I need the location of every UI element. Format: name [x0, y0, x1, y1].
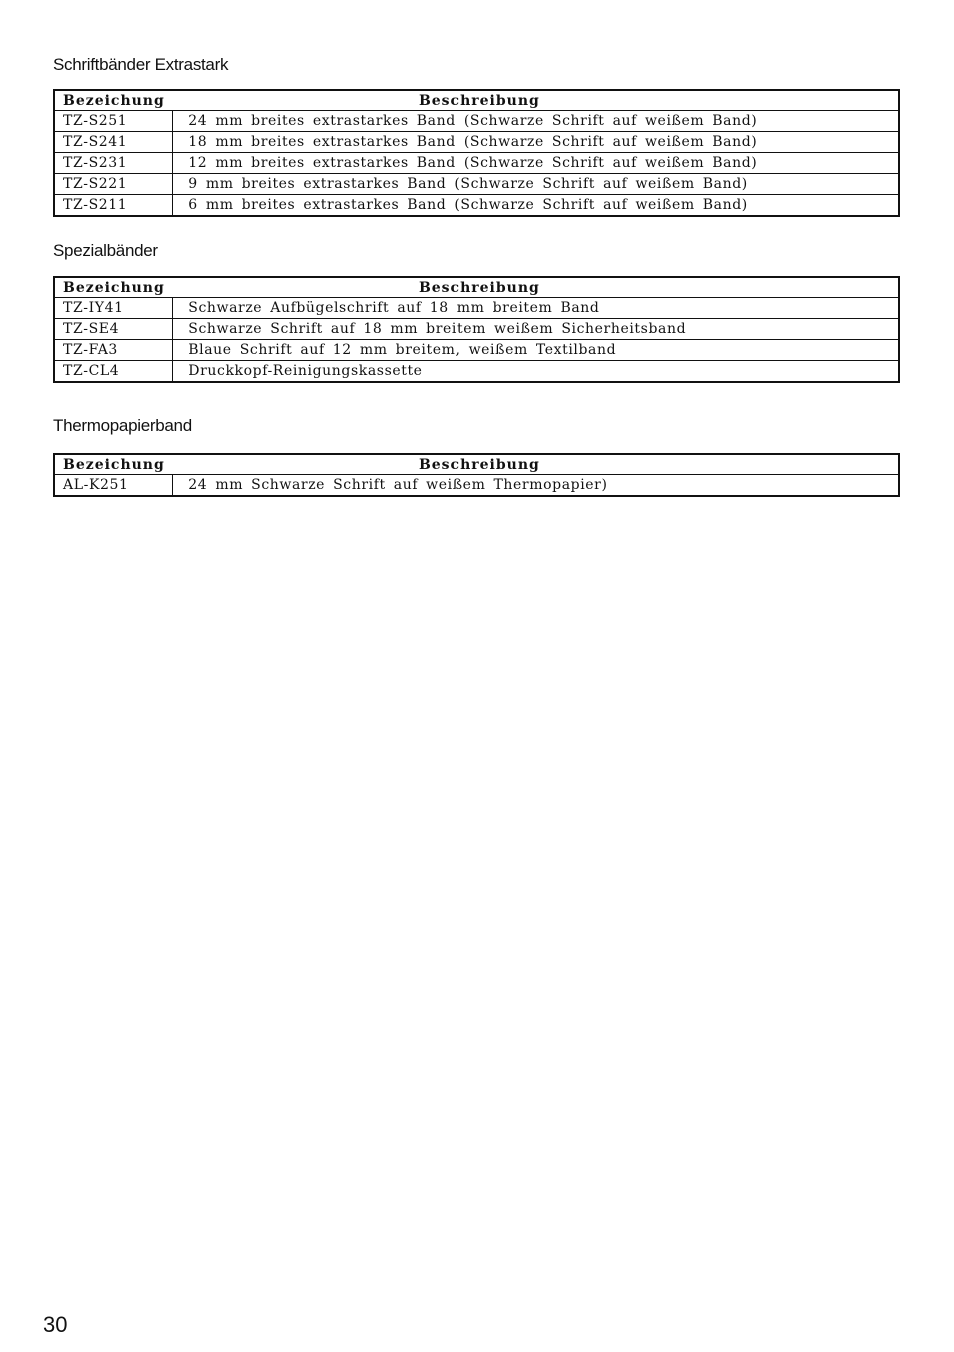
page-number: 30 — [43, 1312, 68, 1337]
cell-description: Schwarze Schrift auf 18 mm breitem weißem Sicherheitsband — [173, 319, 899, 340]
cell-description: 18 mm breites extrastarkes Band (Schwarze Schrift auf weißem Band) — [173, 132, 899, 153]
cell-description: 24 mm Schwarze Schrift auf weißem Thermopapier) — [173, 475, 899, 497]
cell-code: TZ-S241 — [54, 132, 173, 153]
table-row — [54, 319, 899, 340]
cell-code: TZ-IY41 — [54, 298, 173, 319]
cell-description: 6 mm breites extrastarkes Band (Schwarze Schrift auf weißem Band) — [173, 195, 899, 217]
table-header-row — [54, 277, 899, 298]
table-row — [54, 298, 899, 319]
table-row — [54, 475, 899, 497]
table-extrastark — [53, 89, 900, 217]
table-row — [54, 195, 899, 217]
cell-code: TZ-S231 — [54, 153, 173, 174]
cell-code: TZ-S221 — [54, 174, 173, 195]
header-code: Bezeichung — [63, 92, 165, 109]
cell-description: 24 mm breites extrastarkes Band (Schwarze Schrift auf weißem Band) — [173, 111, 899, 132]
cell-description: Schwarze Aufbügelschrift auf 18 mm breitem Band — [173, 298, 899, 319]
table-header-row — [54, 90, 899, 111]
cell-code: TZ-SE4 — [54, 319, 173, 340]
cell-code: AL-K251 — [54, 475, 173, 497]
cell-description: 12 mm breites extrastarkes Band (Schwarze Schrift auf weißem Band) — [173, 153, 899, 174]
header-description: Beschreibung — [418, 279, 540, 296]
section-title-extrastark: Schriftbänder Extrastark — [53, 55, 229, 74]
header-code: Bezeichung — [63, 456, 165, 473]
section-title-spezial: Spezialbänder — [53, 241, 158, 260]
table-spezial — [53, 276, 900, 383]
cell-code: TZ-S211 — [54, 195, 173, 217]
header-code: Bezeichung — [63, 279, 165, 296]
table-row — [54, 340, 899, 361]
section-title-thermo: Thermopapierband — [53, 416, 192, 435]
cell-code: TZ-FA3 — [54, 340, 173, 361]
table-thermo — [53, 453, 900, 497]
table-row — [54, 153, 899, 174]
cell-description: 9 mm breites extrastarkes Band (Schwarze Schrift auf weißem Band) — [173, 174, 899, 195]
header-description: Beschreibung — [418, 92, 540, 109]
table-row — [54, 111, 899, 132]
table-row — [54, 132, 899, 153]
cell-code: TZ-CL4 — [54, 361, 173, 383]
header-description: Beschreibung — [418, 456, 540, 473]
cell-code: TZ-S251 — [54, 111, 173, 132]
table-row — [54, 174, 899, 195]
cell-description: Blaue Schrift auf 12 mm breitem, weißem Textilband — [173, 340, 899, 361]
table-header-row — [54, 454, 899, 475]
cell-description: Druckkopf-Reinigungskassette — [173, 361, 899, 383]
table-row — [54, 361, 899, 383]
